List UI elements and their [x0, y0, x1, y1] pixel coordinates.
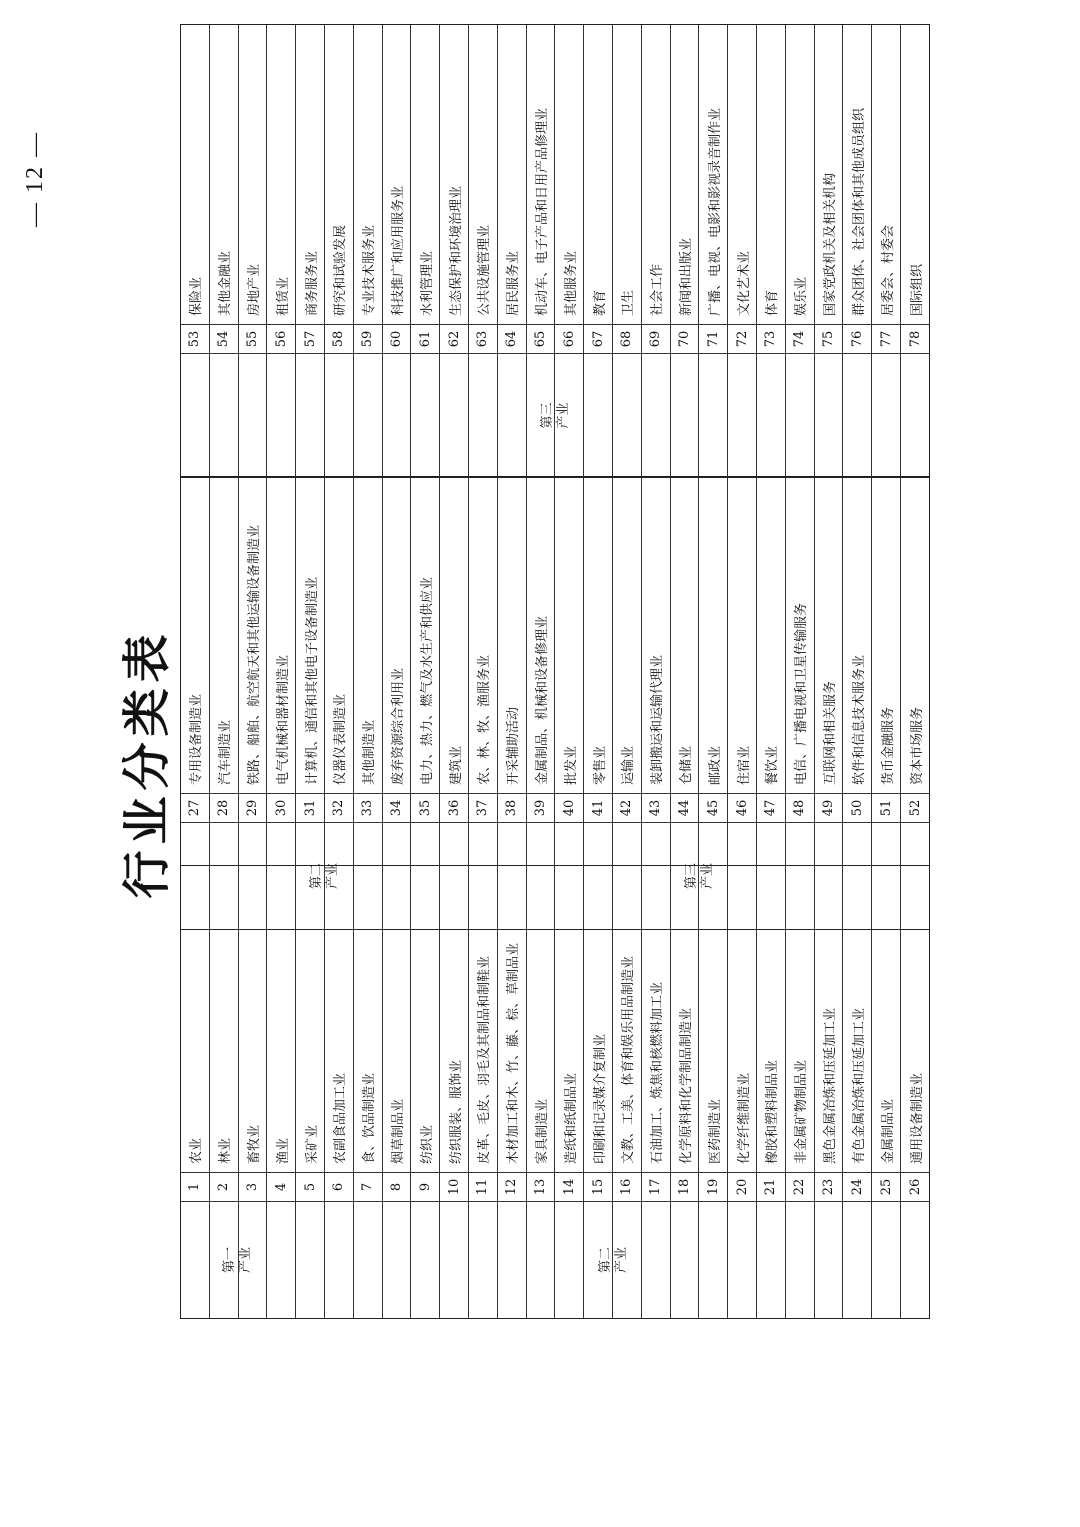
industry-number: 4 — [267, 1172, 295, 1202]
table-row — [498, 866, 527, 1318]
table-row — [843, 477, 872, 929]
table-row — [469, 25, 498, 477]
table-row — [901, 25, 930, 477]
industry-number: 3 — [239, 1172, 267, 1202]
table-row — [498, 477, 527, 929]
table-row — [296, 25, 325, 477]
industry-number: 54 — [210, 324, 238, 354]
industry-name: 体育 — [765, 289, 781, 316]
section-label-secondary-cont: 第二产业 — [181, 823, 469, 929]
industry-number: 52 — [901, 793, 930, 823]
industry-number: 64 — [498, 324, 526, 354]
industry-name: 住宿业 — [736, 745, 752, 785]
industry-number: 66 — [555, 324, 583, 354]
industry-number: 69 — [642, 324, 670, 354]
table-row — [786, 25, 815, 477]
industry-number: 58 — [325, 324, 353, 354]
table-row — [642, 866, 671, 1318]
page-number: — 12 — — [22, 131, 48, 227]
industry-name: 纺织服装、服饰业 — [448, 1059, 464, 1164]
industry-number: 63 — [469, 324, 497, 354]
industry-name: 其他金融业 — [218, 250, 234, 316]
industry-number: 35 — [411, 793, 439, 823]
industry-name: 公共设施管理业 — [477, 224, 493, 316]
industry-name: 其他服务业 — [563, 250, 579, 316]
table-row — [239, 477, 268, 929]
table-row — [411, 25, 440, 477]
industry-name: 房地产业 — [246, 263, 262, 316]
table-row — [325, 866, 354, 1318]
industry-number: 28 — [210, 793, 238, 823]
industry-name: 仓储业 — [678, 745, 694, 785]
table-row — [354, 477, 383, 929]
industry-number: 26 — [901, 1172, 930, 1202]
table-row — [872, 866, 901, 1318]
table-row — [555, 866, 584, 1318]
industry-number: 2 — [210, 1172, 238, 1202]
industry-number: 57 — [296, 324, 324, 354]
industry-name: 批发业 — [563, 745, 579, 785]
industry-number: 74 — [786, 324, 814, 354]
table-row — [181, 477, 210, 929]
industry-number: 8 — [383, 1172, 411, 1202]
industry-number: 65 — [527, 324, 555, 354]
table-row — [671, 477, 700, 929]
industry-number: 59 — [354, 324, 382, 354]
industry-number: 70 — [671, 324, 699, 354]
industry-number: 43 — [642, 793, 670, 823]
table-row — [440, 866, 469, 1318]
industry-name: 食、饮品制造业 — [362, 1072, 378, 1164]
industry-number: 49 — [815, 793, 843, 823]
industry-name: 生态保护和环境治理业 — [448, 185, 464, 316]
industry-number: 72 — [728, 324, 756, 354]
industry-name: 烟草制品业 — [390, 1098, 406, 1164]
industry-name: 居委会、村委会 — [880, 224, 896, 316]
table-row — [584, 477, 613, 929]
industry-number: 12 — [498, 1172, 526, 1202]
industry-number: 37 — [469, 793, 497, 823]
table-row — [757, 477, 786, 929]
industry-number: 53 — [181, 324, 209, 354]
table-row — [728, 25, 757, 477]
industry-name: 餐饮业 — [765, 745, 781, 785]
table-row — [527, 866, 556, 1318]
industry-name: 文化艺术业 — [736, 250, 752, 316]
industry-number: 75 — [815, 324, 843, 354]
table-row — [613, 866, 642, 1318]
industry-name: 化学纤维制造业 — [736, 1072, 752, 1164]
industry-number: 17 — [642, 1172, 670, 1202]
industry-name: 广播、电视、电影和影视录音制作业 — [707, 107, 723, 316]
table-row — [354, 866, 383, 1318]
industry-name: 资本市场服务 — [909, 706, 925, 785]
industry-name: 采矿业 — [304, 1124, 320, 1164]
industry-name: 互联网和相关服务 — [822, 680, 838, 785]
industry-name: 汽车制造业 — [218, 719, 234, 785]
industry-name: 印刷和记录媒介复制业 — [592, 1033, 608, 1164]
industry-name: 废弃资源综合利用业 — [390, 667, 406, 785]
industry-name: 电气机械和器材制造业 — [275, 654, 291, 785]
industry-name: 农副食品加工业 — [333, 1072, 349, 1164]
industry-name: 软件和信息技术服务业 — [851, 654, 867, 785]
table-row — [267, 866, 296, 1318]
industry-name: 通用设备制造业 — [909, 1072, 925, 1164]
table-row — [555, 25, 584, 477]
table-row — [642, 25, 671, 477]
industry-name: 木材加工和木、竹、藤、棕、草制品业 — [506, 942, 522, 1164]
industry-number: 22 — [786, 1172, 814, 1202]
industry-number: 77 — [872, 324, 900, 354]
table-row — [843, 866, 872, 1318]
table-row — [383, 866, 412, 1318]
table-row — [815, 477, 844, 929]
industry-name: 群众团体、社会团体和其他成员组织 — [851, 107, 867, 316]
industry-number: 20 — [728, 1172, 756, 1202]
table-row — [239, 25, 268, 477]
industry-name: 铁路、船舶、航空航天和其他运输设备制造业 — [246, 524, 262, 785]
industry-name: 开采辅助活动 — [506, 706, 522, 785]
industry-number: 10 — [440, 1172, 468, 1202]
industry-name: 仪器仪表制造业 — [333, 693, 349, 785]
industry-name: 建筑业 — [448, 745, 464, 785]
table-row — [325, 477, 354, 929]
industry-name: 教育 — [592, 289, 608, 316]
table-row — [181, 25, 210, 477]
industry-name: 卫生 — [621, 289, 637, 316]
industry-name: 金属制品、机械和设备修理业 — [534, 615, 550, 785]
table-row — [584, 866, 613, 1318]
industry-name: 计算机、通信和其他电子设备制造业 — [304, 576, 320, 785]
industry-number: 27 — [181, 793, 209, 823]
industry-number: 1 — [181, 1172, 209, 1202]
table-row — [699, 477, 728, 929]
industry-name: 电信、广播电视和卫星传输服务 — [794, 602, 810, 785]
industry-name: 保险业 — [189, 276, 205, 316]
table-row — [527, 25, 556, 477]
industry-number: 60 — [383, 324, 411, 354]
industry-name: 科技推广和应用服务业 — [390, 185, 406, 316]
table-row — [642, 477, 671, 929]
industry-number: 44 — [671, 793, 699, 823]
industry-number: 41 — [584, 793, 612, 823]
industry-name: 黑色金属冶炼和压延加工业 — [822, 1007, 838, 1164]
industry-name: 国际组织 — [909, 263, 925, 316]
table-row — [728, 866, 757, 1318]
industry-name: 皮革、毛皮、羽毛及其制品和制鞋业 — [477, 955, 493, 1164]
table-row — [786, 866, 815, 1318]
industry-number: 50 — [843, 793, 871, 823]
table-row — [181, 866, 210, 1318]
industry-name: 非金属矿物制品业 — [794, 1059, 810, 1164]
industry-name: 农、林、牧、渔服务业 — [477, 654, 493, 785]
industry-number: 13 — [527, 1172, 555, 1202]
table-row — [210, 25, 239, 477]
table-row — [383, 477, 412, 929]
industry-number: 31 — [296, 793, 324, 823]
table-row — [469, 866, 498, 1318]
table-row — [728, 477, 757, 929]
table-row — [210, 866, 239, 1318]
industry-number: 34 — [383, 793, 411, 823]
table-row — [296, 866, 325, 1318]
industry-number: 6 — [325, 1172, 353, 1202]
table-row — [440, 25, 469, 477]
table-row — [325, 25, 354, 477]
industry-number: 24 — [843, 1172, 871, 1202]
table-row — [267, 25, 296, 477]
industry-name: 其他制造业 — [362, 719, 378, 785]
industry-name: 研究和试验发展 — [333, 224, 349, 316]
industry-number: 45 — [699, 793, 727, 823]
industry-number: 15 — [584, 1172, 612, 1202]
section-label-secondary: 第二产业 — [597, 1247, 629, 1274]
table-row — [671, 866, 700, 1318]
industry-number: 76 — [843, 324, 871, 354]
industry-number: 67 — [584, 324, 612, 354]
table-row — [613, 477, 642, 929]
industry-name: 居民服务业 — [506, 250, 522, 316]
industry-number: 48 — [786, 793, 814, 823]
table-row — [699, 25, 728, 477]
industry-name: 机动车、电子产品和日用产品修理业 — [534, 107, 550, 316]
industry-name: 运输业 — [621, 745, 637, 785]
table-row — [872, 25, 901, 477]
industry-name: 医药制造业 — [707, 1098, 723, 1164]
table-row — [757, 25, 786, 477]
industry-number: 18 — [671, 1172, 699, 1202]
section-label-tertiary-cont: 第三产业 — [540, 402, 571, 429]
industry-number: 23 — [815, 1172, 843, 1202]
table-row — [555, 477, 584, 929]
industry-name: 租赁业 — [275, 276, 291, 316]
industry-table-part-1 — [180, 865, 930, 1319]
table-row — [815, 866, 844, 1318]
table-row — [411, 866, 440, 1318]
table-row — [901, 477, 930, 929]
industry-name: 电力、热力、燃气及水生产和供应业 — [419, 576, 435, 785]
table-row — [267, 477, 296, 929]
industry-number: 32 — [325, 793, 353, 823]
industry-number: 29 — [239, 793, 267, 823]
industry-number: 38 — [498, 793, 526, 823]
industry-name: 专用设备制造业 — [189, 693, 205, 785]
industry-number: 62 — [440, 324, 468, 354]
industry-number: 11 — [469, 1172, 497, 1202]
industry-number: 55 — [239, 324, 267, 354]
industry-name: 水利管理业 — [419, 250, 435, 316]
industry-table-part-2 — [180, 476, 930, 930]
industry-number: 51 — [872, 793, 900, 823]
table-row — [671, 25, 700, 477]
industry-name: 货币金融服务 — [880, 706, 896, 785]
industry-number: 7 — [354, 1172, 382, 1202]
industry-name: 农业 — [189, 1137, 205, 1164]
table-row — [210, 477, 239, 929]
industry-number: 71 — [699, 324, 727, 354]
industry-number: 42 — [613, 793, 641, 823]
industry-name: 零售业 — [592, 745, 608, 785]
industry-name: 化学原料和化学制品制造业 — [678, 1007, 694, 1164]
section-label-tertiary: 第三产业 — [684, 863, 715, 890]
table-row — [440, 477, 469, 929]
table-row — [584, 25, 613, 477]
table-row — [843, 25, 872, 477]
industry-name: 金属制品业 — [880, 1098, 896, 1164]
table-row — [498, 25, 527, 477]
industry-name: 娱乐业 — [794, 276, 810, 316]
industry-name: 国家党政机关及相关机构 — [822, 172, 838, 316]
industry-name: 新闻和出版业 — [678, 237, 694, 316]
table-row — [296, 477, 325, 929]
industry-name: 纺织业 — [419, 1124, 435, 1164]
industry-number: 56 — [267, 324, 295, 354]
industry-table-part-3 — [180, 24, 930, 478]
table-row — [239, 866, 268, 1318]
industry-number: 9 — [411, 1172, 439, 1202]
industry-number: 5 — [296, 1172, 324, 1202]
industry-number: 78 — [901, 324, 930, 354]
industry-number: 33 — [354, 793, 382, 823]
industry-number: 46 — [728, 793, 756, 823]
industry-number: 25 — [872, 1172, 900, 1202]
industry-name: 家具制造业 — [534, 1098, 550, 1164]
industry-number: 47 — [757, 793, 785, 823]
industry-name: 畜牧业 — [246, 1124, 262, 1164]
table-row — [527, 477, 556, 929]
industry-number: 68 — [613, 324, 641, 354]
industry-number: 73 — [757, 324, 785, 354]
industry-name: 橡胶和塑料制品业 — [765, 1059, 781, 1164]
industry-number: 21 — [757, 1172, 785, 1202]
table-row — [613, 25, 642, 477]
table-row — [901, 866, 930, 1318]
table-row — [354, 25, 383, 477]
industry-name: 石油加工、炼焦和核燃料加工业 — [650, 981, 666, 1164]
industry-name: 渔业 — [275, 1137, 291, 1164]
industry-number: 39 — [527, 793, 555, 823]
industry-number: 16 — [613, 1172, 641, 1202]
industry-number: 30 — [267, 793, 295, 823]
industry-name: 邮政业 — [707, 745, 723, 785]
table-row — [757, 866, 786, 1318]
industry-name: 有色金属冶炼和压延加工业 — [851, 1007, 867, 1164]
industry-name: 社会工作 — [650, 263, 666, 316]
industry-number: 61 — [411, 324, 439, 354]
industry-name: 专业技术服务业 — [362, 224, 378, 316]
industry-name: 商务服务业 — [304, 250, 320, 316]
industry-name: 林业 — [218, 1137, 234, 1164]
industry-number: 14 — [555, 1172, 583, 1202]
industry-number: 40 — [555, 793, 583, 823]
table-row — [469, 477, 498, 929]
industry-name: 装卸搬运和运输代理业 — [650, 654, 666, 785]
table-row — [872, 477, 901, 929]
section-label-primary: 第一产业 — [181, 1202, 296, 1318]
industry-name: 造纸和纸制品业 — [563, 1072, 579, 1164]
industry-number: 36 — [440, 793, 468, 823]
table-row — [699, 866, 728, 1318]
table-row — [411, 477, 440, 929]
table-row — [786, 477, 815, 929]
industry-number: 19 — [699, 1172, 727, 1202]
table-row — [383, 25, 412, 477]
page-title: 行业分类表 — [119, 628, 175, 899]
table-row — [815, 25, 844, 477]
industry-name: 文教、工美、体育和娱乐用品制造业 — [621, 955, 637, 1164]
